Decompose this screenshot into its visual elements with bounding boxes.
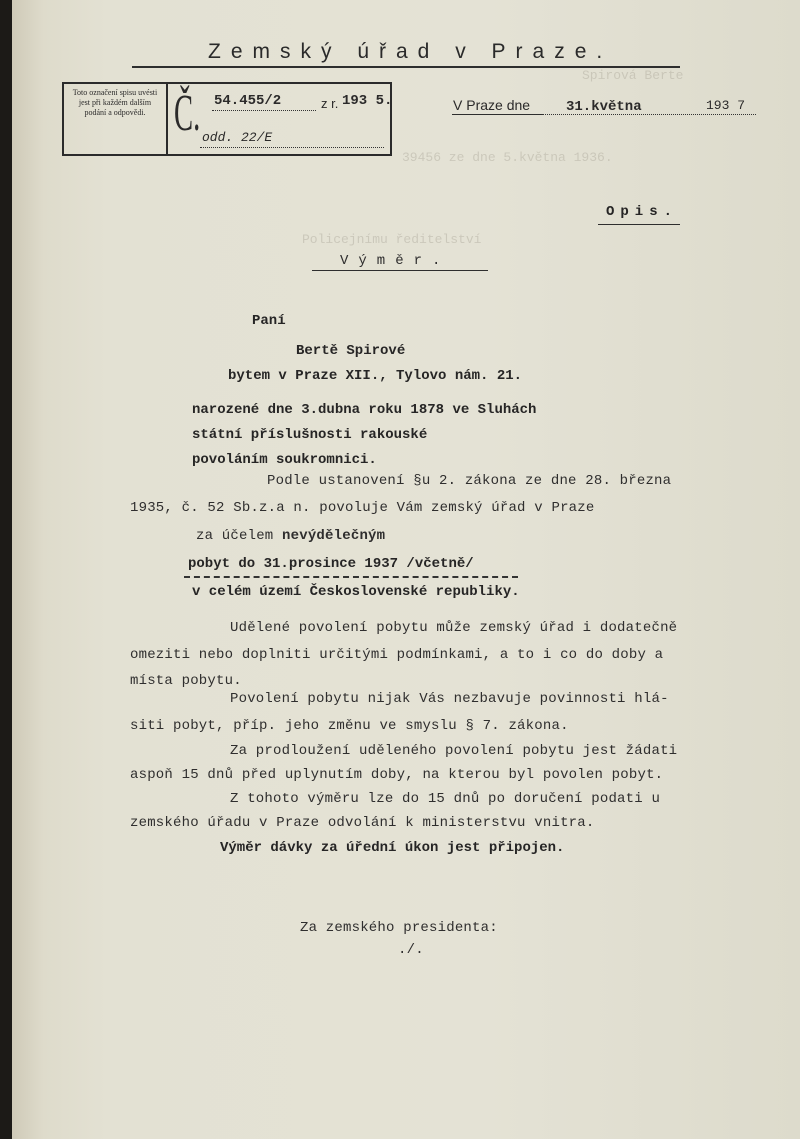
body-line: 1935, č. 52 Sb.z.a n. povoluje Vám zemský úřad v Praze: [130, 500, 595, 516]
salutation: Paní: [252, 313, 286, 329]
bleed-through: 39456 ze dne 5.května 1936.: [402, 150, 613, 165]
purpose-value: nevýdělečným: [282, 528, 386, 544]
bleed-through: Policejnímu ředitelství: [302, 232, 482, 247]
copy-label: Opis.: [606, 204, 679, 220]
body-line: [196, 528, 385, 544]
date-year: 193 7: [706, 98, 746, 113]
date-value: 31.května: [566, 99, 642, 115]
c-letter: Č.: [174, 85, 201, 142]
reference-year: 193 5.: [342, 93, 393, 109]
body-line: Podle ustanovení §u 2. zákona ze dne 28. března: [267, 473, 672, 489]
title-underline: [312, 270, 488, 271]
fee-notice: Výměr dávky za úřední úkon jest připojen.: [220, 840, 565, 856]
dashed-underline: [184, 576, 518, 578]
signature-label: Za zemského presidenta:: [300, 920, 498, 936]
year-label: z r.: [321, 96, 339, 111]
signature-mark: ./.: [398, 942, 424, 958]
copy-underline: [598, 224, 680, 225]
date-rule: [452, 114, 542, 115]
body-line: siti pobyt, příp. jeho změnu ve smyslu § 7. zákona.: [130, 718, 569, 734]
reference-number: 54.455/2: [214, 93, 282, 109]
document-page: [12, 0, 800, 1139]
stay-until: pobyt do 31.prosince 1937 /včetně/: [188, 556, 474, 572]
body-line: místa pobytu.: [130, 673, 242, 689]
reference-note: Toto označení spisu uvésti jest při každém dalším podání a odpovědi.: [64, 84, 168, 154]
body-line: Udělené povolení pobytu může zemský úřad i dodatečně: [230, 620, 678, 636]
bleed-through: Spirová Berte: [582, 68, 684, 83]
body-line: Za prodloužení uděleného povolení pobytu jest žádati: [230, 743, 678, 759]
addressee-name: Bertě Spirové: [296, 343, 406, 359]
office-header: Zemský úřad v Praze.: [208, 40, 613, 63]
dotted-line: [212, 110, 316, 111]
body-line: zemského úřadu v Praze odvolání k ministerstvu vnitra.: [130, 815, 595, 831]
dotted-line: [542, 114, 756, 115]
addressee-address: bytem v Praze XII., Tylovo nám. 21.: [228, 368, 523, 384]
territory: v celém území Československé republiky.: [192, 584, 520, 600]
date-prefix: V Praze dne: [453, 97, 531, 113]
body-line: omeziti nebo doplniti určitými podmínkami, a to i co do doby a: [130, 647, 664, 663]
birth-info: narozené dne 3.dubna roku 1878 ve Sluhách: [192, 402, 537, 418]
purpose-label: za účelem: [196, 528, 274, 544]
document-title: Výměr.: [340, 253, 451, 269]
department: odd. 22/E: [202, 130, 273, 145]
occupation: povoláním soukromnici.: [192, 452, 377, 468]
dotted-line: [200, 147, 384, 148]
citizenship: státní příslušnosti rakouské: [192, 427, 428, 443]
body-line: aspoň 15 dnů před uplynutím doby, na kterou byl povolen pobyt.: [130, 767, 664, 783]
body-line: Z tohoto výměru lze do 15 dnů po doručení podati u: [230, 791, 661, 807]
body-line: Povolení pobytu nijak Vás nezbavuje povinnosti hlá-: [230, 691, 669, 707]
